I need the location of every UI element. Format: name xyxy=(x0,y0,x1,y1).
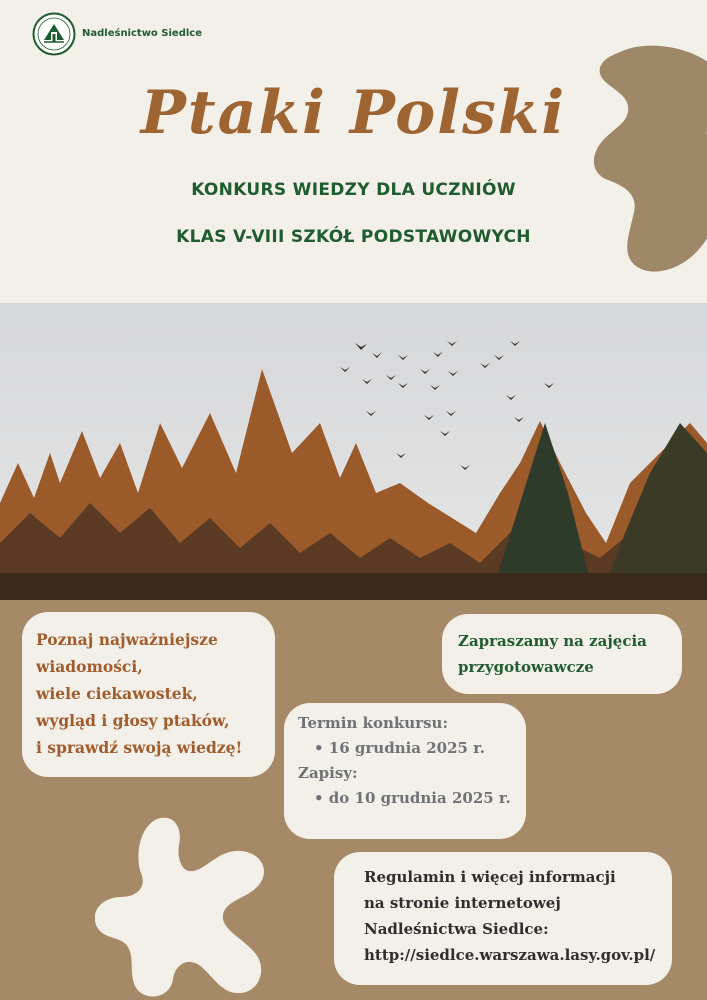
learn-line-5: i sprawdź swoją wiedzę! xyxy=(36,738,243,757)
term-label: Termin konkursu: xyxy=(298,714,448,732)
org-name: Nadleśnictwo Siedlce xyxy=(82,28,202,39)
invite-card xyxy=(442,614,682,694)
signup-label: Zapisy: xyxy=(298,764,358,782)
rules-line-2: na stronie internetowej xyxy=(364,894,561,912)
rules-url-link[interactable]: http://siedlce.warszawa.lasy.gov.pl/ xyxy=(364,946,656,964)
lasy-panstwowe-logo-icon xyxy=(32,12,76,56)
learn-card xyxy=(22,612,275,777)
forest-birds-photo xyxy=(0,303,707,600)
learn-line-1: Poznaj najważniejsze xyxy=(36,630,218,649)
header-section xyxy=(0,0,707,303)
signup-value: • do 10 grudnia 2025 r. xyxy=(314,789,511,807)
learn-line-2: wiadomości, xyxy=(36,657,143,676)
poster-title: Ptaki Polski xyxy=(140,78,567,148)
subtitle-line-2: KLAS V-VIII SZKÓŁ PODSTAWOWYCH xyxy=(176,227,531,247)
rules-line-1: Regulamin i więcej informacji xyxy=(364,868,616,886)
invite-line-1: Zapraszamy na zajęcia xyxy=(458,632,647,650)
invite-line-2: przygotowawcze xyxy=(458,658,594,676)
rules-line-3: Nadleśnictwa Siedlce: xyxy=(364,920,549,938)
learn-line-3: wiele ciekawostek, xyxy=(36,684,198,703)
subtitle-line-1: KONKURS WIEDZY DLA UCZNIÓW xyxy=(191,180,516,200)
rules-card xyxy=(334,852,672,985)
term-value: • 16 grudnia 2025 r. xyxy=(314,739,485,757)
decorative-flower xyxy=(95,815,275,1000)
dates-card xyxy=(284,703,526,839)
learn-line-4: wygląd i głosy ptaków, xyxy=(36,711,230,730)
